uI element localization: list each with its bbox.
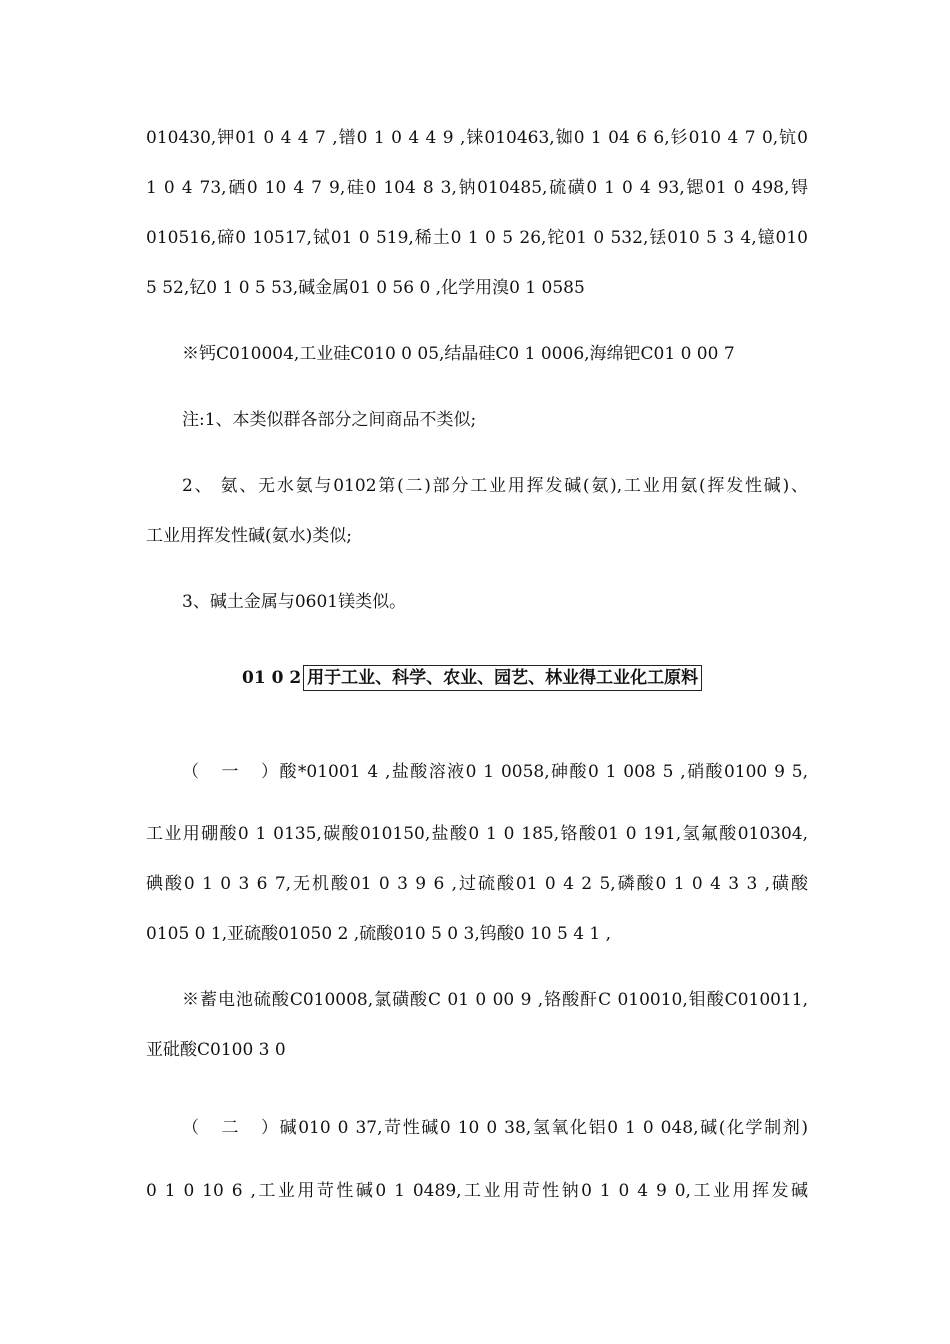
note-1: 注:1、本类似群各部分之间商品不类似; (182, 410, 477, 430)
section-2-line-2: 0 1 0 10 6 ,工业用苛性碱0 1 0489,工业用苛性钠0 1 0 4 9 0,工业用挥发碱 (146, 1181, 808, 1201)
class-heading (242, 665, 702, 691)
section-2-label: （二） (182, 1118, 278, 1138)
section-1-line-2: 工业用硼酸0 1 0135,碳酸010150,盐酸0 1 0 185,铬酸01 0 191,氢氟酸010304, (146, 824, 808, 844)
element-list-line-3: 010516,碲0 10517,铽01 0 519,稀土0 1 0 5 26,铊01 0 532,铥010 5 3 4,镱010 (146, 228, 808, 248)
section-2-text-1: 碱010 0 37,苛性碱0 10 0 38,氢氧化铝0 1 0 048,碱(化学制剂) (278, 1118, 808, 1138)
note-3: 3、碱土金属与0601镁类似。 (182, 592, 407, 612)
section-1-line-4: 0105 0 1,亚硫酸01050 2 ,硫酸010 5 0 3,钨酸0 10 5 4 1 , (146, 924, 612, 944)
section-1-star-line-1: ※蓄电池硫酸C010008,氯磺酸C 01 0 00 9 ,铬酸酐C 010010,钼酸C010011, (182, 990, 808, 1010)
section-2-line-1 (182, 1117, 808, 1139)
element-list-line-4: 5 52,钇0 1 0 5 53,碱金属01 0 56 0 ,化学用溴0 1 0585 (146, 278, 585, 298)
section-1-label: （一） (182, 762, 278, 782)
section-1-line-1 (182, 761, 808, 783)
element-list-line-1: 010430,钾01 0 4 4 7 ,镨0 1 0 4 4 9 ,铼010463,铷0 1 04 6 6,钐010 4 7 0,钪0 (146, 128, 808, 148)
section-1-line-3: 碘酸0 1 0 3 6 7,无机酸01 0 3 9 6 ,过硫酸01 0 4 2 5,磷酸0 1 0 4 3 3 ,磺酸 (146, 874, 808, 894)
note-2-line-1: 2、 氨、无水氨与0102第(二)部分工业用挥发碱(氨),工业用氨(挥发性碱)、 (182, 476, 808, 496)
star-note-calcium: ※钙C010004,工业硅C010 0 05,结晶硅C0 1 0006,海绵钯C01 0 00 7 (182, 344, 735, 364)
section-1-star-line-2: 亚砒酸C0100 3 0 (146, 1040, 286, 1060)
section-1-text-1: 酸*01001 4 ,盐酸溶液0 1 0058,砷酸0 1 008 5 ,硝酸0100 9 5, (278, 762, 808, 782)
heading-code: 01 0 2 (242, 668, 302, 688)
element-list-line-2: 1 0 4 73,硒0 10 4 7 9,硅0 104 8 3,钠010485,硫磺0 1 0 4 93,锶01 0 498,锝 (146, 178, 808, 198)
heading-title: 用于工业、科学、农业、园艺、林业得工业化工原料 (303, 665, 702, 691)
note-2-line-2: 工业用挥发性碱(氨水)类似; (146, 526, 352, 546)
